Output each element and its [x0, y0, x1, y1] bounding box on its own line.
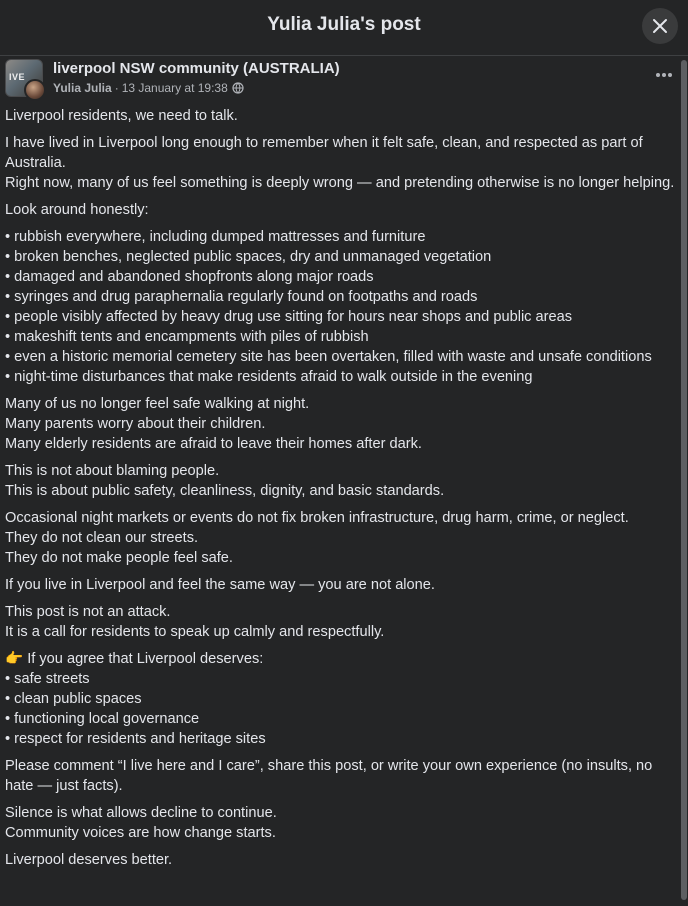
modal-title: Yulia Julia's post	[267, 14, 421, 35]
post-text-line: • people visibly affected by heavy drug use sitting for hours near shops and public areas	[5, 309, 573, 325]
post-text-line: Silence is what allows decline to continue.	[5, 805, 277, 821]
post-text-line: Liverpool deserves better.	[5, 852, 173, 868]
post-text-line: Occasional night markets or events do not fix broken infrastructure, drug harm, crime, or neglect.	[5, 510, 629, 526]
close-icon	[650, 16, 670, 36]
post-text-line: • clean public spaces	[5, 691, 142, 707]
post-paragraph	[5, 106, 675, 126]
post-paragraph	[5, 394, 675, 454]
group-name-link[interactable]: liverpool NSW community (AUSTRALIA)	[53, 60, 340, 77]
post-text-line: • even a historic memorial cemetery site has been overtaken, filled with waste and unsafe conditions	[5, 349, 652, 365]
post-text-line: Many elderly residents are afraid to leave their homes after dark.	[5, 436, 422, 452]
post-text-line: • makeshift tents and encampments with piles of rubbish	[5, 329, 369, 345]
post-paragraph	[5, 461, 675, 501]
post-text-line: I have lived in Liverpool long enough to remember when it felt safe, clean, and respected as part of Australia.	[5, 135, 643, 171]
post-text-line: • safe streets	[5, 671, 90, 687]
post-text-line: This is not about blaming people.	[5, 463, 220, 479]
more-options-button[interactable]	[650, 65, 678, 85]
post-text-line: • rubbish everywhere, including dumped mattresses and furniture	[5, 229, 426, 245]
post-paragraph	[5, 756, 675, 796]
author-avatar[interactable]	[24, 79, 46, 101]
meta-separator: ·	[114, 81, 119, 95]
globe-icon	[232, 82, 244, 94]
post-paragraph	[5, 850, 675, 870]
post-paragraph	[5, 575, 675, 595]
post-text-line: • damaged and abandoned shopfronts along major roads	[5, 269, 374, 285]
post-text-line: • respect for residents and heritage sites	[5, 731, 266, 747]
post-meta	[53, 81, 244, 95]
post-paragraph	[5, 200, 675, 220]
post-text-line: This post is not an attack.	[5, 604, 171, 620]
post-text-line: • functioning local governance	[5, 711, 200, 727]
modal-header	[0, 0, 688, 56]
more-icon	[655, 72, 673, 78]
post	[0, 57, 680, 906]
post-text-line: • syringes and drug paraphernalia regularly found on footpaths and roads	[5, 289, 478, 305]
avatar-text: IVE	[9, 72, 26, 82]
post-text-line: Right now, many of us feel something is deeply wrong — and pretending otherwise is no longer helping.	[5, 175, 675, 191]
post-text-line: If you live in Liverpool and feel the same way — you are not alone.	[5, 577, 435, 593]
post-text-line: Community voices are how change starts.	[5, 825, 276, 841]
author-link[interactable]: Yulia Julia	[53, 81, 112, 95]
post-paragraph	[5, 602, 675, 642]
post-text-line: This is about public safety, cleanliness, dignity, and basic standards.	[5, 483, 445, 499]
post-paragraph	[5, 133, 675, 193]
close-button[interactable]	[642, 8, 678, 44]
post-text-line: Please comment “I live here and I care”, share this post, or write your own experience (no insults, no hate — just facts).	[5, 758, 653, 794]
post-text-line: Liverpool residents, we need to talk.	[5, 108, 238, 124]
post-paragraph	[5, 649, 675, 749]
post-text-line: Many of us no longer feel safe walking at night.	[5, 396, 310, 412]
post-paragraph	[5, 227, 675, 387]
post-text-line: They do not clean our streets.	[5, 530, 199, 546]
post-paragraph	[5, 508, 675, 568]
post-body	[5, 106, 675, 877]
post-text-line: • night-time disturbances that make residents afraid to walk outside in the evening	[5, 369, 533, 385]
post-timestamp[interactable]: 13 January at 19:38	[121, 81, 228, 95]
scrollbar-thumb[interactable]	[681, 60, 687, 900]
post-text-line: Look around honestly:	[5, 202, 149, 218]
post-text-line: 👉 If you agree that Liverpool deserves:	[5, 651, 264, 667]
post-text-line: Many parents worry about their children.	[5, 416, 266, 432]
post-text-line: It is a call for residents to speak up calmly and respectfully.	[5, 624, 385, 640]
post-paragraph	[5, 803, 675, 843]
post-text-line: They do not make people feel safe.	[5, 550, 233, 566]
post-text-line: • broken benches, neglected public spaces, dry and unmanaged vegetation	[5, 249, 492, 265]
